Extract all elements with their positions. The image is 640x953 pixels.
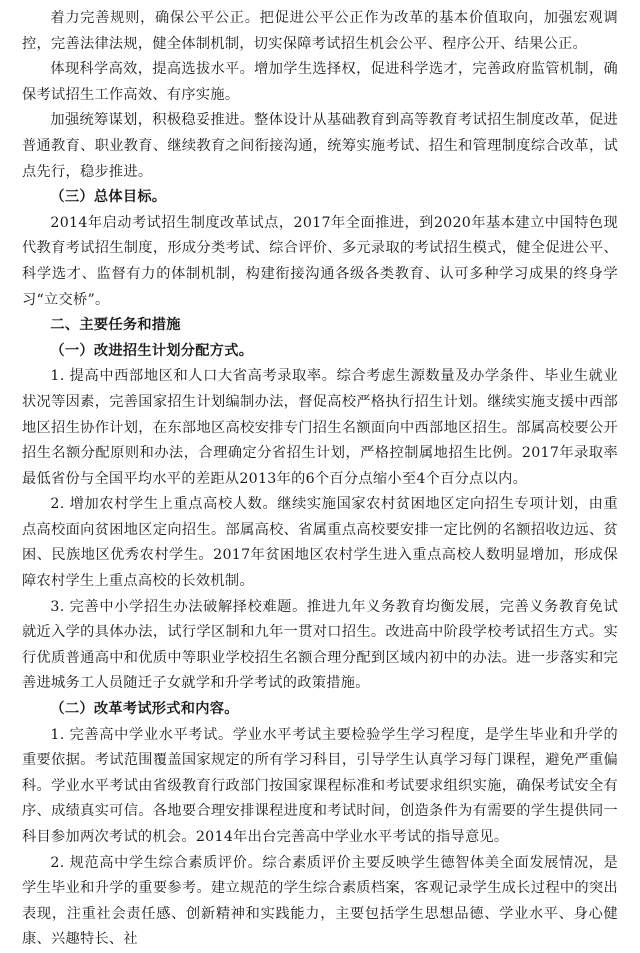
paragraph-fairness: 着力完善规则，确保公平公正。把促进公平公正作为改革的基本价值取向，加强宏观调控，完善法律法规，健全体制机制，切实保障考试招生机会公平、程序公开、结果公正。: [22, 10, 618, 52]
paragraph-overall-goal: 2014年启动考试招生制度改革试点，2017年全面推进，到2020年基本建立中国特色现代教育考试招生制度，形成分类考试、综合评价、多元录取的考试招生模式，健全促进公平、科学选才、监督有力的体制机制，构建衔接沟通各级各类教育、认可多种学习成果的终身学习“立交桥”。: [22, 214, 618, 308]
paragraph-coordination: 加强统筹谋划，积极稳妥推进。整体设计从基础教育到高等教育考试招生制度改革，促进普通教育、职业教育、继续教育之间衔接沟通，统筹实施考试、招生和管理制度综合改革，试点先行，稳步推进。: [22, 112, 618, 180]
paragraph-item-2: 2. 增加农村学生上重点高校人数。继续实施国家农村贫困地区定向招生专项计划，由重点高校面向贫困地区定向招生。部属高校、省属重点高校要安排一定比例的名额招收边远、贫困、民族地区优秀农村学生。2017年贫困地区农村学生进入重点高校人数明显增加，形成保障农村学生上重点高校的长效机制。: [22, 496, 618, 590]
heading-enrollment-plan: （一）改进招生计划分配方式。: [50, 342, 254, 359]
heading-exam-reform: （二）改革考试形式和内容。: [50, 701, 239, 718]
paragraph-comprehensive-eval: 2. 规范高中学生综合素质评价。综合素质评价主要反映学生德智体美全面发展情况，是学生毕业和升学的重要参考。建立规范的学生综合素质档案，客观记录学生成长过程中的突出表现，注重社会责任感、创新精神和实践能力，主要包括学生思想品德、学业水平、身心健康、兴趣特长、社: [22, 854, 618, 948]
paragraph-item-3: 3. 完善中小学招生办法破解择校难题。推进九年义务教育均衡发展，完善义务教育免试就近入学的具体办法，试行学区制和九年一贯对口招生。改进高中阶段学校考试招生方式。实行优质普通高中和优质中等职业学校招生名额合理分配到区域内初中的办法。进一步落实和完善进城务工人员随迁子女就学和升学考试的政策措施。: [22, 598, 618, 692]
heading-main-tasks: 二、主要任务和措施: [50, 317, 181, 334]
paragraph-efficiency: 体现科学高效，提高选拔水平。增加学生选择权，促进科学选才，完善政府监管机制，确保考试招生工作高效、有序实施。: [22, 61, 618, 103]
paragraph-academic-test: 1. 完善高中学业水平考试。学业水平考试主要检验学生学习程度，是学生毕业和升学的重要依据。考试范围覆盖国家规定的所有学习科目，引导学生认真学习每门课程，避免严重偏科。学业水平考试由省级教育行政部门按国家课程标准和考试要求组织实施，确保考试安全有序、成绩真实可信。各地要合理安排课程进度和考试时间，创造条件为有需要的学生提供同一科目参加两次考试的机会。2014年出台完善高中学业水平考试的指导意见。: [22, 726, 618, 845]
heading-overall-goal: （三）总体目标。: [50, 189, 167, 206]
paragraph-item-1: 1. 提高中西部地区和人口大省高考录取率。综合考虑生源数量及办学条件、毕业生就业状况等因素，完善国家招生计划编制办法，督促高校严格执行招生计划。继续实施支援中西部地区招生协作计划，在东部地区高校安排专门招生名额面向中西部地区招生。部属高校要公开招生名额分配原则和办法，合理确定分省招生计划，严格控制属地招生比例。2017年录取率最低省份与全国平均水平的差距从2013年的6个百分点缩小至4个百分点以内。: [22, 368, 618, 487]
